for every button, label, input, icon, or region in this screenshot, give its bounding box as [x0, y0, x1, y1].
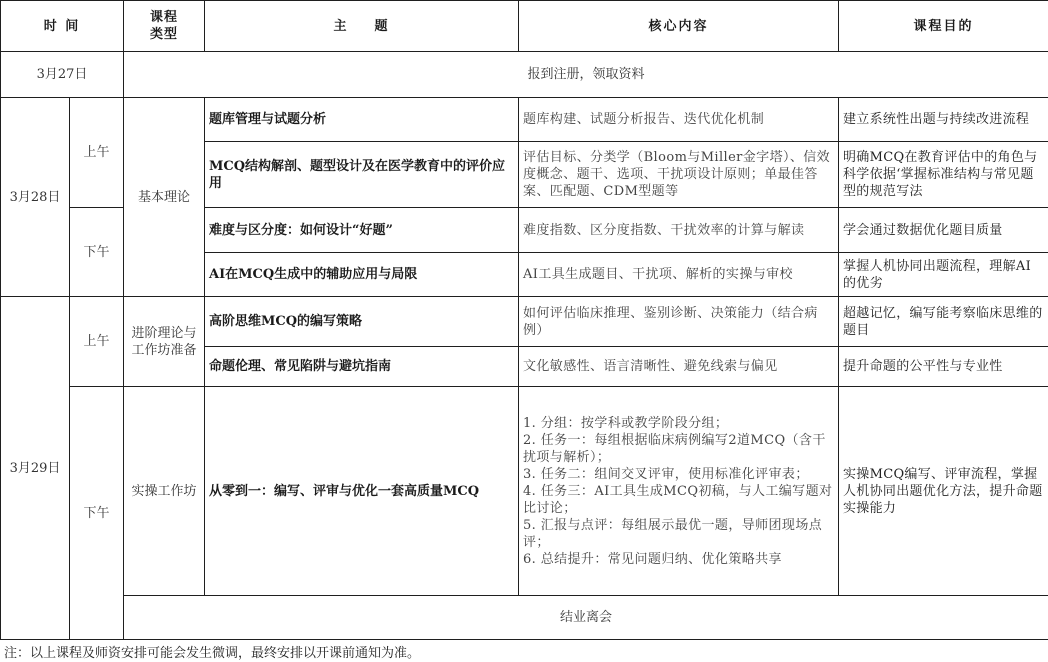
day3-core-1: 如何评估临床推理、鉴别诊断、决策能力（结合病例） [519, 297, 839, 347]
day2-topic-2: MCQ结构解剖、题型设计及在医学教育中的评价应用 [205, 142, 519, 208]
workshop-steps [519, 387, 839, 596]
day2-afternoon: 下午 [70, 208, 124, 297]
header-type-line2: 类型 [149, 27, 178, 42]
workshop-step-5: 5. 汇报与点评：每组展示最优一题，导师团现场点评； [523, 517, 823, 550]
day2-topic-1: 题库管理与试题分析 [205, 98, 519, 142]
workshop-step-3: 3. 任务二：组间交叉评审，使用标准化评审表； [523, 466, 809, 482]
header-row [1, 1, 1048, 52]
workshop-step-2: 2. 任务一：每组根据临床病例编写2道MCQ（含干扰项与解析）； [523, 432, 826, 465]
day3-row-1 [1, 297, 1048, 347]
workshop-step-4: 4. 任务三：AI工具生成MCQ初稿，与人工编写题对比讨论； [523, 483, 833, 516]
header-time: 时 间 [1, 1, 124, 52]
day3-closing-row [1, 596, 1048, 640]
day3-goal-1: 超越记忆，编写能考察临床思维的题目 [839, 297, 1048, 347]
day1-date: 3月27日 [1, 52, 124, 98]
day3-core-2: 文化敏感性、语言清晰性、避免线索与偏见 [519, 347, 839, 387]
day3-row-3 [1, 387, 1048, 596]
header-type-line1: 课程 [149, 10, 178, 25]
day2-date: 3月28日 [1, 98, 70, 297]
day3-afternoon: 下午 [70, 387, 124, 640]
day2-type: 基本理论 [124, 98, 205, 297]
day2-goal-2: 明确MCQ在教育评估中的角色与科学依据‘掌握标准结构与常见题型的规范写法 [839, 142, 1048, 208]
day1-row [1, 52, 1048, 98]
day3-topic-2: 命题伦理、常见陷阱与避坑指南 [205, 347, 519, 387]
day2-core-4: AI工具生成题目、干扰项、解析的实操与审校 [519, 253, 839, 297]
workshop-step-6: 6. 总结提升：常见问题归纳、优化策略共享 [523, 551, 782, 567]
day3-topic-3: 从零到一：编写、评审与优化一套高质量MCQ [205, 387, 519, 596]
day2-topic-3: 难度与区分度：如何设计“好题” [205, 208, 519, 253]
day3-goal-2: 提升命题的公平性与专业性 [839, 347, 1048, 387]
day3-type-morning: 进阶理论与工作坊准备 [124, 297, 205, 387]
day2-core-3: 难度指数、区分度指数、干扰效率的计算与解读 [519, 208, 839, 253]
day2-core-2: 评估目标、分类学（Bloom与Miller金字塔）、信效度概念、题干、选项、干扰项设计原则；单最佳答案、匹配题、CDM型题等 [519, 142, 839, 208]
header-type [124, 1, 205, 52]
day3-goal-3: 实操MCQ编写、评审流程，掌握人机协同出题优化方法，提升命题实操能力 [839, 387, 1048, 596]
header-goal: 课程目的 [839, 1, 1048, 52]
day3-morning: 上午 [70, 297, 124, 387]
day3-date: 3月29日 [1, 297, 70, 640]
day1-activity: 报到注册，领取资料 [124, 52, 1048, 98]
day2-goal-1: 建立系统性出题与持续改进流程 [839, 98, 1048, 142]
day2-row-1 [1, 98, 1048, 142]
day3-closing: 结业离会 [124, 596, 1048, 640]
day3-topic-1: 高阶思维MCQ的编写策略 [205, 297, 519, 347]
footnote: 注：以上课程及师资安排可能会发生微调，最终安排以开课前通知为准。 [4, 646, 421, 661]
header-topic: 主 题 [205, 1, 519, 52]
header-core: 核心内容 [519, 1, 839, 52]
day2-morning: 上午 [70, 98, 124, 208]
day3-type-afternoon: 实操工作坊 [124, 387, 205, 596]
workshop-step-1: 1. 分组：按学科或教学阶段分组； [523, 415, 729, 431]
day2-goal-4: 掌握人机协同出题流程，理解AI的优劣 [839, 253, 1048, 297]
day2-topic-4: AI在MCQ生成中的辅助应用与局限 [205, 253, 519, 297]
day2-goal-3: 学会通过数据优化题目质量 [839, 208, 1048, 253]
day2-core-1: 题库构建、试题分析报告、迭代优化机制 [519, 98, 839, 142]
